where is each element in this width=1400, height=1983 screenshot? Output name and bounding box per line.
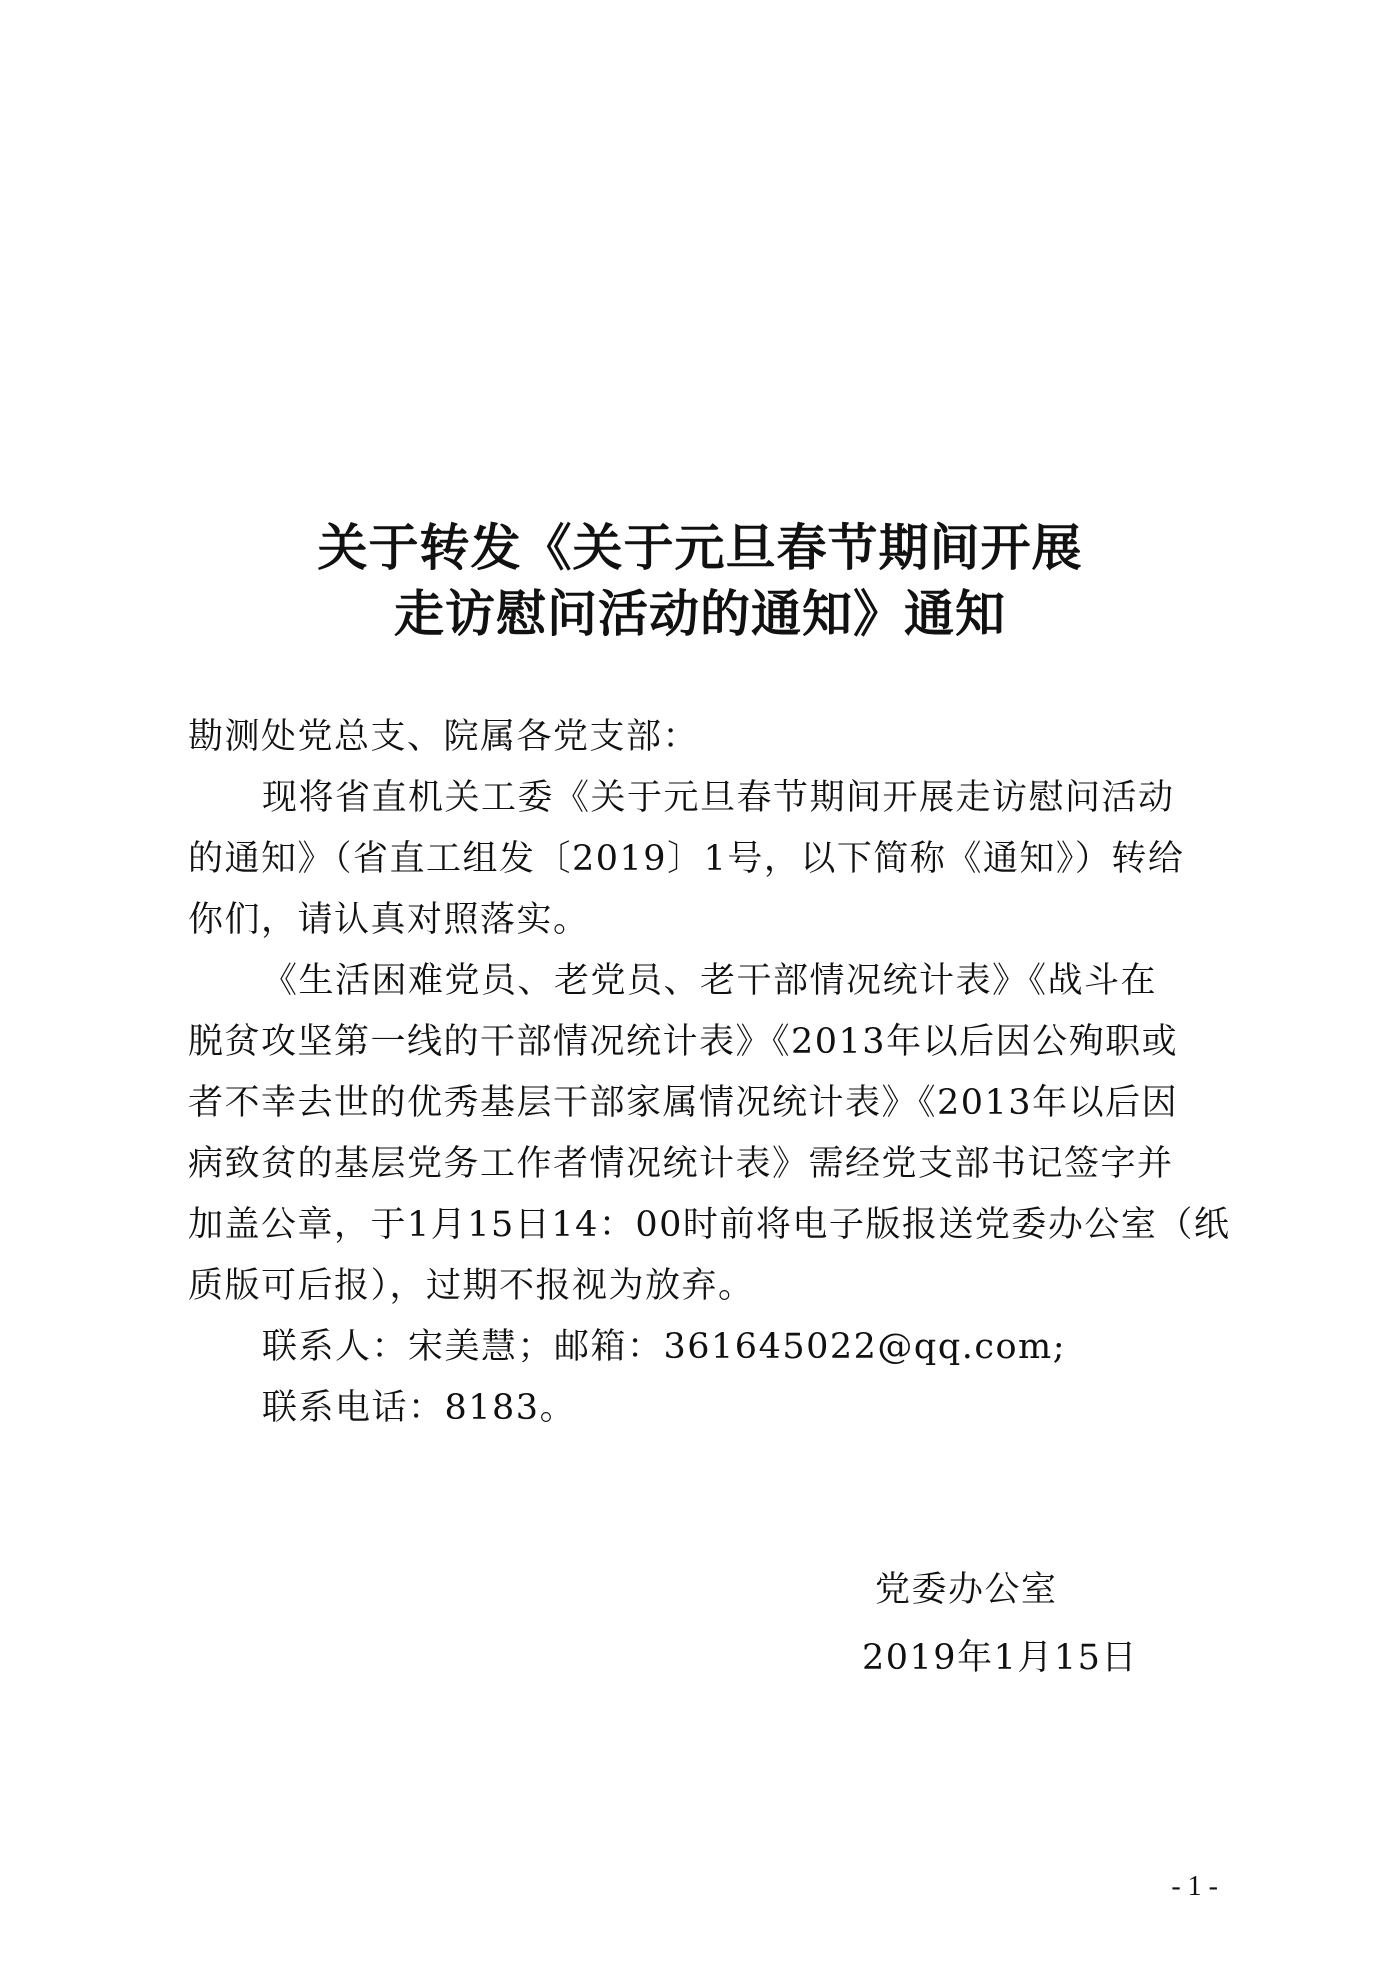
- salutation: 勘测处党总支、院属各党支部：: [188, 717, 700, 757]
- paragraph-2-line-6: 质版可后报），过期不报视为放弃。: [188, 1266, 755, 1306]
- paragraph-1-line-1: 现将省直机关工委《关于元旦春节期间开展走访慰问活动: [262, 778, 1175, 818]
- signature-date: 2019年1月15日: [862, 1638, 1138, 1678]
- paragraph-2-line-4: 病致贫的基层党务工作者情况统计表》需经党支部书记签字并: [188, 1144, 1174, 1184]
- contact-phone-line: 联系电话：8183。: [262, 1388, 577, 1428]
- paragraph-2-line-5: 加盖公章，于1月15日14：00时前将电子版报送党委办公室（纸: [188, 1205, 1231, 1245]
- paragraph-2-line-3: 者不幸去世的优秀基层干部家属情况统计表》《2013年以后因: [188, 1083, 1179, 1123]
- paragraph-1-line-2: 的通知》（省直工组发〔2019〕1号，以下简称《通知》）转给: [188, 839, 1185, 879]
- document-title-line-1: 关于转发《关于元旦春节期间开展: [317, 519, 1083, 577]
- document-title-line-2: 走访慰问活动的通知》通知: [394, 585, 1006, 643]
- paragraph-2-line-2: 脱贫攻坚第一线的干部情况统计表》《2013年以后因公殉职或: [188, 1022, 1179, 1062]
- contact-person-line: 联系人：宋美慧；邮箱：361645022@qq.com;: [262, 1327, 1067, 1367]
- signature-office: 党委办公室: [875, 1570, 1058, 1610]
- page-number: - 1 -: [1171, 1871, 1218, 1902]
- paragraph-2-line-1: 《生活困难党员、老党员、老干部情况统计表》《战斗在: [262, 961, 1158, 1001]
- paragraph-1-line-3: 你们，请认真对照落实。: [188, 900, 590, 940]
